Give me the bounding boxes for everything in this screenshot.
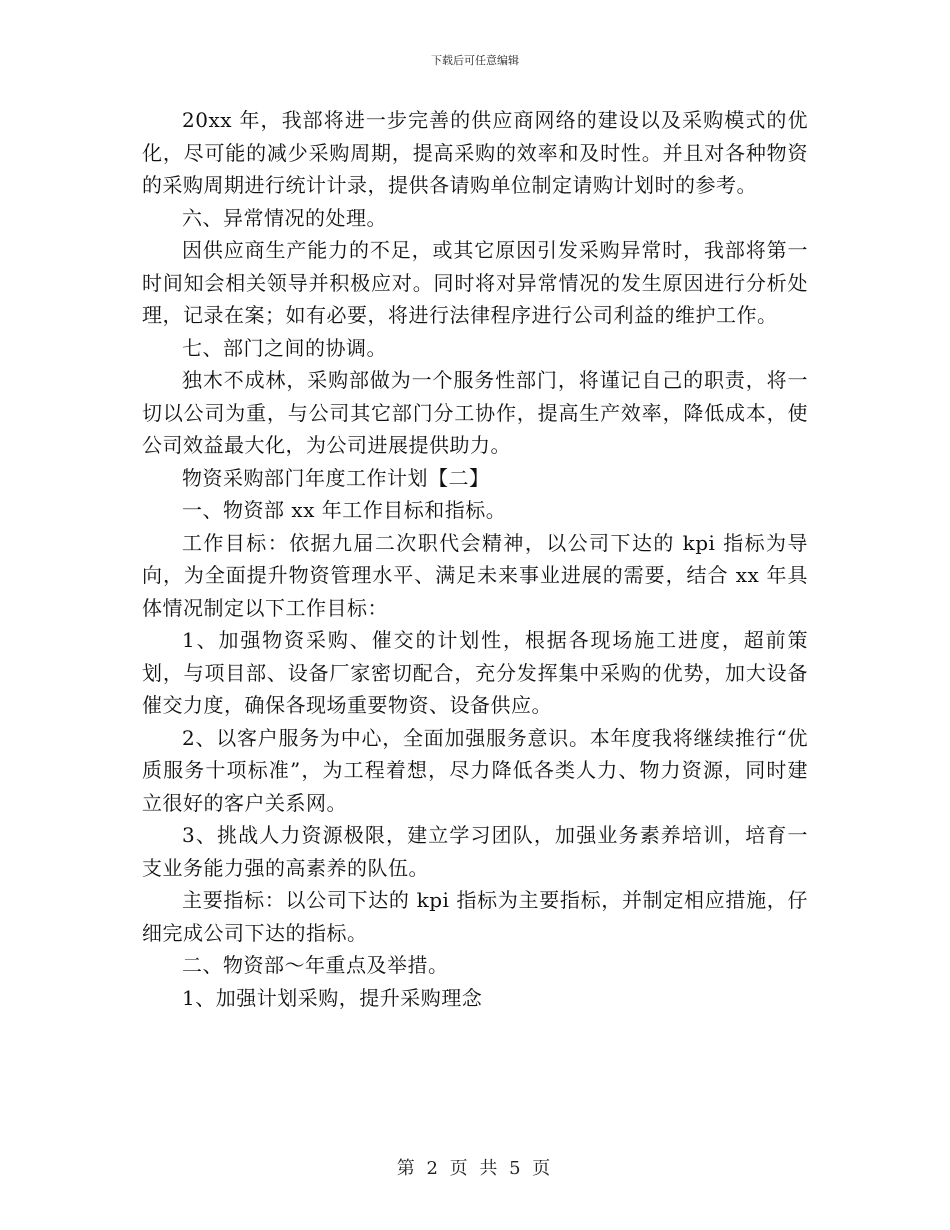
page-header: 下载后可任意编辑 — [431, 54, 519, 67]
document-subtitle: 物资采购部门年度工作计划【二】 — [182, 465, 490, 490]
paragraph: 20xx 年，我部将进一步完善的供应商网络的建设以及采购模式的优化，尽可能的减少采购周期，提高采购的效率和及时性。并且对各种物资的采购周期进行统计计录，提供各请购单位制定请购计划时的参考。 — [142, 108, 808, 197]
page-footer: 第 2 页 共 5 页 — [396, 1158, 554, 1179]
paragraph: 因供应商生产能力的不足，或其它原因引发采购异常时，我部将第一时间知会相关领导并积极应对。同时将对异常情况的发生原因进行分析处理，记录在案；如有必要，将进行法律程序进行公司利益的维护工作。 — [142, 238, 808, 327]
section-heading: 二、物资部～年重点及举措。 — [182, 953, 449, 977]
list-item: 1、加强计划采购，提升采购理念 — [182, 985, 483, 1010]
section-heading: 一、物资部 xx 年工作目标和指标。 — [182, 498, 507, 522]
list-item: 2、以客户服务为中心，全面加强服务意识。本年度我将继续推行“优质服务十项标准”，为工程着想，尽力降低各类人力、物力资源，同时建立很好的客户关系网。 — [142, 725, 808, 815]
list-item: 1、加强物资采购、催交的计划性，根据各现场施工进度，超前策划，与项目部、设备厂家密切配合，充分发挥集中采购的优势，加大设备催交力度，确保各现场重要物资、设备供应。 — [142, 628, 808, 717]
section-heading: 七、部门之间的协调。 — [182, 335, 387, 360]
document-body — [142, 104, 808, 1014]
section-heading: 六、异常情况的处理。 — [182, 205, 387, 230]
list-item: 3、挑战人力资源极限，建立学习团队，加强业务素养培训，培育一支业务能力强的高素养的队伍。 — [142, 823, 808, 880]
paragraph: 独木不成林，采购部做为一个服务性部门，将谨记自己的职责，将一切以公司为重，与公司其它部门分工协作，提高生产效率，降低成本，使公司效益最大化，为公司进展提供助力。 — [142, 368, 808, 457]
paragraph: 主要指标：以公司下达的 kpi 指标为主要指标，并制定相应措施，仔细完成公司下达的指标。 — [142, 888, 808, 945]
paragraph: 工作目标：依据九届二次职代会精神，以公司下达的 kpi 指标为导向，为全面提升物资管理水平、满足未来事业进展的需要，结合 xx 年具体情况制定以下工作目标： — [142, 530, 808, 620]
